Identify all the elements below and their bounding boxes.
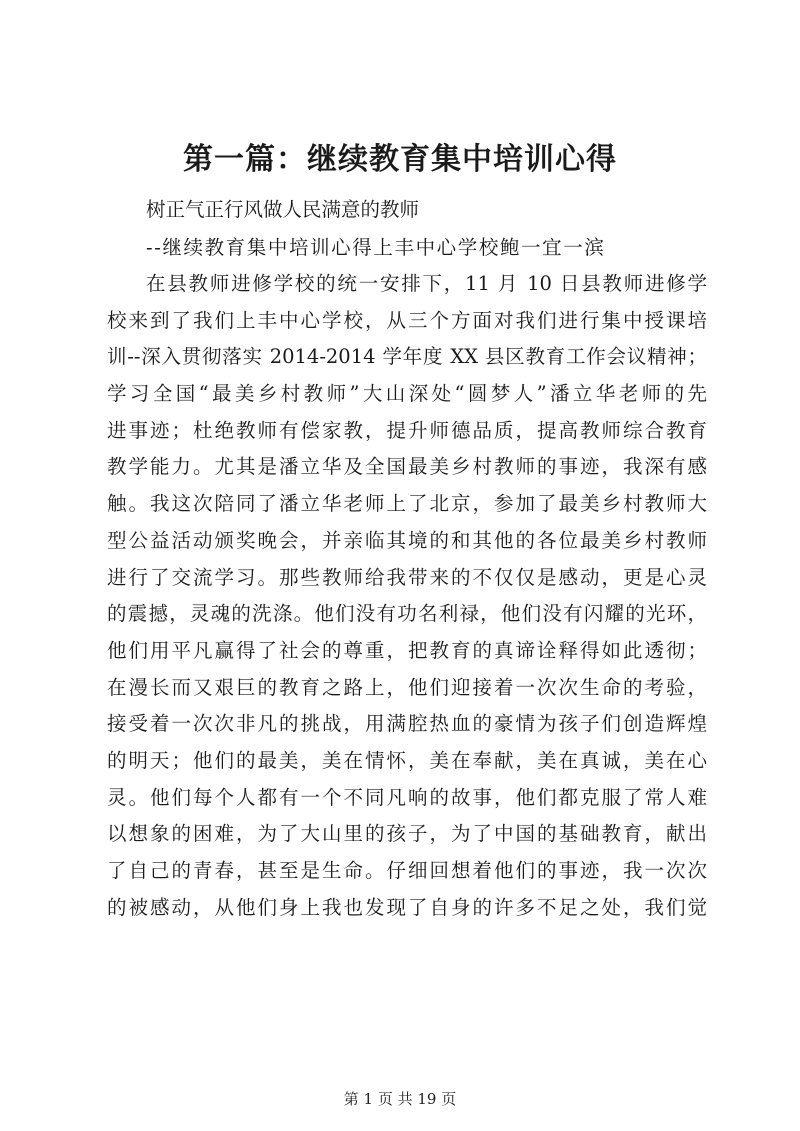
- body-line: 型公益活动颁奖晚会，并亲临其境的和其他的各位最美乡村教师: [107, 528, 707, 552]
- page-number-footer: 第 1 页 共 19 页: [343, 1090, 457, 1108]
- body-line: 学习全国“最美乡村教师”大山深处“圆梦人”潘立华老师的先: [107, 382, 707, 406]
- body-line: 教学能力。尤其是潘立华及全国最美乡村教师的事迹，我深有感: [107, 455, 707, 479]
- body-line: 接受着一次次非凡的挑战，用满腔热血的豪情为孩子们创造辉煌: [107, 712, 707, 736]
- body-line: 灵。他们每个人都有一个不同凡响的故事，他们都克服了常人难: [107, 785, 707, 809]
- body-line: 触。我这次陪同了潘立华老师上了北京，参加了最美乡村教师大: [107, 492, 707, 516]
- body-line: 训--深入贯彻落实 2014-2014 学年度 XX 县区教育工作会议精神；: [107, 345, 707, 369]
- body-line: 的明天；他们的最美，美在情怀，美在奉献，美在真诚，美在心: [107, 748, 707, 772]
- body-line: 以想象的困难，为了大山里的孩子，为了中国的基础教育，献出: [107, 822, 707, 846]
- body-line: 了自己的青春，甚至是生命。仔细回想着他们的事迹，我一次次: [107, 859, 707, 882]
- document-subtitle-author: --继续教育集中培训心得上丰中心学校鲍一宜一滨: [146, 236, 606, 259]
- body-line: 的震撼，灵魂的洗涤。他们没有功名利禄，他们没有闪耀的光环，: [107, 602, 707, 626]
- document-title: 第一篇：继续教育集中培训心得: [183, 142, 617, 177]
- body-line: 他们用平凡赢得了社会的尊重，把教育的真谛诠释得如此透彻；: [107, 638, 707, 662]
- body-line: 在漫长而又艰巨的教育之路上，他们迎接着一次次生命的考验，: [107, 675, 707, 699]
- document-body: [107, 266, 707, 926]
- body-line: 的被感动，从他们身上我也发现了自身的许多不足之处，我们觉: [107, 895, 707, 919]
- body-line: 进行了交流学习。那些教师给我带来的不仅仅是感动，更是心灵: [107, 565, 707, 589]
- document-subtitle-motto: 树正气正行风做人民满意的教师: [146, 198, 420, 221]
- body-line: 校来到了我们上丰中心学校，从三个方面对我们进行集中授课培: [107, 308, 707, 332]
- body-line: 在县教师进修学校的统一安排下，11 月 10 日县教师进修学: [146, 272, 707, 295]
- body-line: 进事迹；杜绝教师有偿家教，提升师德品质，提高教师综合教育: [107, 418, 707, 442]
